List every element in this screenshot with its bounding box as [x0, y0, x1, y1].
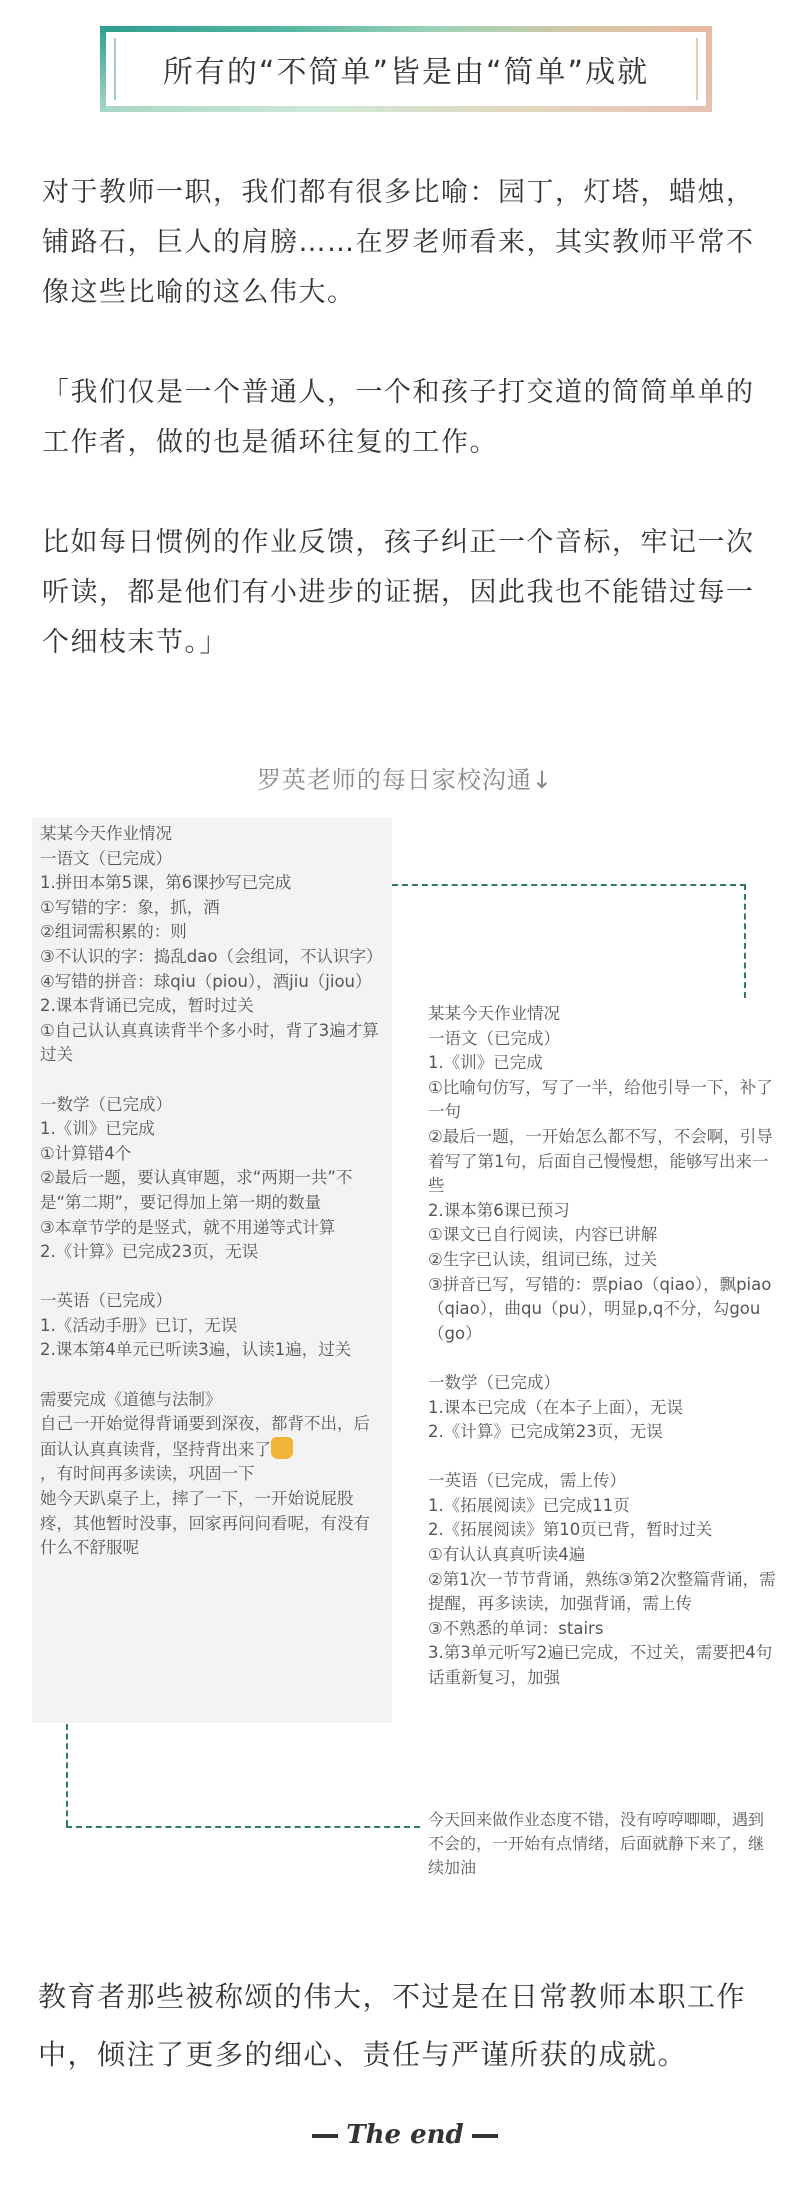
end-rule-right	[472, 2134, 498, 2138]
right-homework-note	[428, 1002, 778, 1691]
right-note-line	[428, 1346, 778, 1371]
left-note-line: 1.《训》已完成	[40, 1119, 155, 1139]
right-note-line: 1.课本已完成（在本子上面），无误	[428, 1397, 683, 1417]
left-note-line: 自己一开始觉得背诵要到深夜，都背不出，后面认认真真读背，坚持背出来了	[40, 1414, 370, 1459]
right-note-line: 一英语（已完成，需上传）	[428, 1471, 626, 1491]
banner-right-border	[706, 26, 712, 112]
connector-line-left	[66, 1724, 68, 1826]
left-note-line: ②最后一题，要认真审题，求“两期一共”不是“第二期”，要记得加上第一期的数量	[40, 1168, 353, 1212]
right-note-line: 2.课本第6课已预习	[428, 1200, 570, 1220]
left-note-line: ①计算错4个	[40, 1143, 132, 1163]
right-note-line: 1.《训》已完成	[428, 1053, 543, 1073]
left-note-line: 一语文（已完成）	[40, 848, 172, 868]
banner-left-border	[100, 26, 106, 112]
quote-paragraph-1: 「我们仅是一个普通人，一个和孩子打交道的简简单单的工作者，做的也是循环往复的工作。	[42, 377, 755, 458]
right-note-line: ①比喻句仿写，写了一半，给他引导一下，补了一句	[428, 1077, 773, 1122]
right-note-line: 1.《拓展阅读》已完成11页	[428, 1495, 630, 1515]
left-note-line: ①自己认认真真读背半个多小时，背了3遍才算过关	[40, 1020, 379, 1065]
left-note-line	[40, 1363, 386, 1388]
left-note-line: 一英语（已完成）	[40, 1291, 172, 1311]
right-note-line: ②最后一题，一开始怎么都不写，不会啊，引导着写了第1句，后面自己慢慢想，能够写出来一些	[428, 1126, 773, 1196]
right-note-line: 2.《计算》已完成第23页，无误	[428, 1422, 663, 1442]
banner-bottom-border	[100, 106, 712, 112]
right-note-line: ②生字已认读，组词已练，过关	[428, 1249, 658, 1269]
right-note-line: 3.第3单元听写2遍已完成，不过关，需要把4句话重新复习，加强	[428, 1643, 773, 1688]
right-note-line: 一数学（已完成）	[428, 1372, 560, 1392]
left-note-line: 2.课本背诵已完成，暂时过关	[40, 996, 254, 1016]
right-note-line: ③不熟悉的单词：stairs	[428, 1618, 604, 1638]
left-note-line: 1.《活动手册》已订，无误	[40, 1315, 238, 1335]
left-note-line: 她今天趴桌子上，摔了一下，一开始说屁股疼，其他暂时没事，回家再问问看呢，有没有什么不舒服呢	[40, 1489, 370, 1558]
banner-title: 所有的“不简单”皆是由“简单”成就	[114, 38, 698, 100]
intro-paragraph: 对于教师一职，我们都有很多比喻：园丁，灯塔，蜡烛，铺路石，巨人的肩膀……在罗老师看来，其实教师平常不像这些比喻的这么伟大。	[42, 177, 755, 308]
left-note-line	[40, 1068, 386, 1093]
left-homework-note	[40, 822, 386, 1561]
left-note-line: ④写错的拼音：球qiu（piou），酒jiu（jiou）	[40, 971, 372, 991]
closing-paragraph: 教育者那些被称颂的伟大，不过是在日常教师本职工作中，倾注了更多的细心、责任与严谨所获的成就。	[38, 1980, 747, 2071]
left-note-line: 2.课本第4单元已听读3遍，认读1遍，过关	[40, 1340, 352, 1360]
right-note-line	[428, 1445, 778, 1470]
left-note-line: ②组词需积累的：则	[40, 922, 187, 942]
connector-line-top	[392, 884, 746, 886]
left-note-line: ③不认识的字：捣乱dao（会组词，不认识字）	[40, 946, 383, 966]
left-note-line	[40, 1265, 386, 1290]
left-note-line: 1.拼田本第5课，第6课抄写已完成	[40, 873, 292, 893]
quote-paragraph-2: 比如每日惯例的作业反馈，孩子纠正一个音标，牢记一次听读，都是他们有小进步的证据，因此我也不能错过每一个细枝末节。」	[42, 527, 755, 658]
right-note-line: 2.《拓展阅读》第10页已背，暂时过关	[428, 1520, 713, 1540]
left-note-line: 一数学（已完成）	[40, 1094, 172, 1114]
left-note-line: ，有时间再多读读，巩固一下	[40, 1464, 255, 1484]
banner-top-border	[100, 26, 712, 32]
left-note-line: ③本章节学的是竖式，就不用递等式计算	[40, 1217, 336, 1237]
right-note-line: 某某今天作业情况	[428, 1004, 560, 1023]
title-banner	[100, 26, 712, 112]
end-text: The end	[346, 2120, 464, 2150]
end-mark	[0, 2120, 810, 2150]
left-note-line: ①写错的字：象，抓，酒	[40, 897, 220, 917]
connector-line-bottom	[66, 1826, 420, 1828]
right-note-line: ①有认认真真听读4遍	[428, 1545, 586, 1565]
left-note-line: 某某今天作业情况	[40, 824, 172, 843]
right-note-line: ②第1次一节节背诵，熟练③第2次整篇背诵，需提醒，再多读读，加强背诵，需上传	[428, 1569, 776, 1614]
right-note-line: 一语文（已完成）	[428, 1028, 560, 1048]
connector-line-right	[744, 884, 746, 998]
thumbs-up-icon	[271, 1437, 293, 1459]
right-note-line: ③拼音已写，写错的：票piao（qiao），飘piao（qiao），曲qu（pu），明显p,q不分，勾gou（go）	[428, 1274, 772, 1343]
left-note-line: 2.《计算》已完成23页，无误	[40, 1242, 259, 1262]
bottom-homework-note: 今天回来做作业态度不错，没有哼哼唧唧，遇到不会的，一开始有点情绪，后面就静下来了，继续加油	[428, 1810, 765, 1877]
right-note-line: ①课文已自行阅读，内容已讲解	[428, 1225, 658, 1245]
image-caption: 罗英老师的每日家校沟通↓	[256, 766, 554, 794]
left-note-line: 需要完成《道德与法制》	[40, 1389, 222, 1409]
end-rule-left	[312, 2134, 338, 2138]
